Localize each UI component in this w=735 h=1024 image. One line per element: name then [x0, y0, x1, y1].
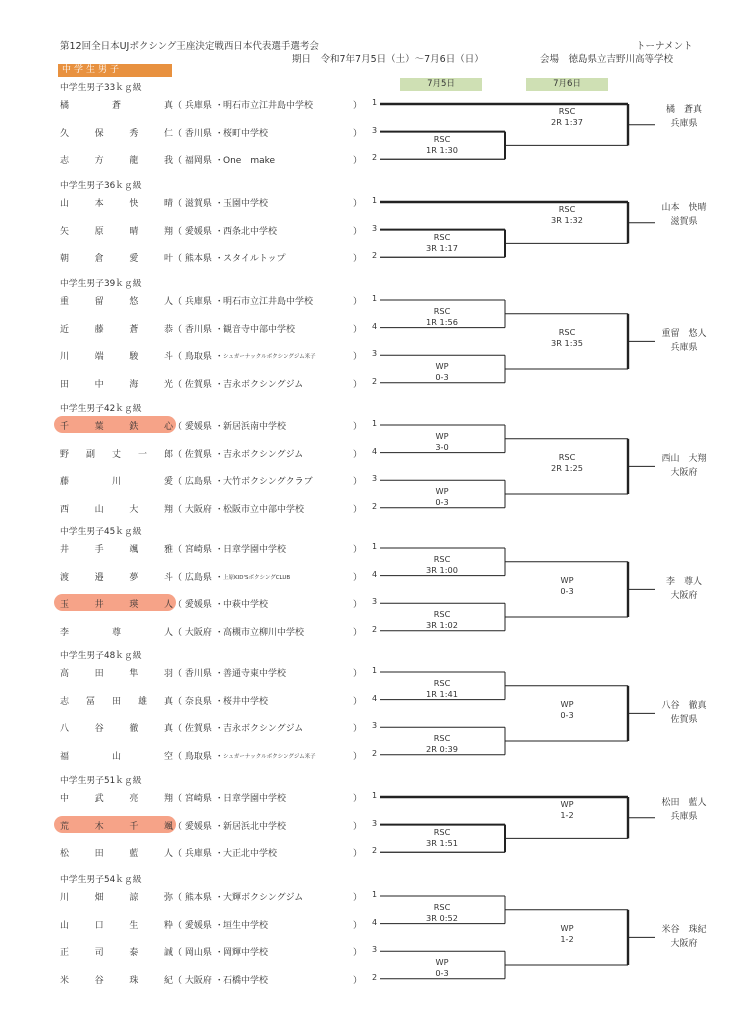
boxer-name: 田 中 海 光: [60, 379, 173, 390]
close-paren: ）: [353, 101, 363, 111]
schedule: 期日 令和7年7月5日（土）～7月6日（日）: [292, 54, 484, 65]
boxer-name: 久 保 秀 仁: [60, 128, 173, 139]
seed-number: 3: [372, 125, 378, 135]
boxer-school: 日章学園中学校: [223, 794, 287, 804]
boxer-school: 桜井中学校: [223, 696, 269, 707]
boxer-prefecture: （ 鳥取県 ・: [173, 352, 224, 363]
seed-number: 2: [372, 501, 378, 511]
boxer-prefecture: （ 愛媛県 ・: [173, 422, 224, 432]
boxer-prefecture: （ 兵庫県 ・: [173, 849, 224, 860]
boxer-prefecture: （ 鳥取県 ・: [173, 751, 224, 762]
close-paren: ）: [353, 504, 363, 515]
close-paren: ）: [353, 572, 363, 583]
round1-result: WP 0-3: [435, 361, 449, 382]
boxer-name: 李 尊 人: [60, 627, 173, 638]
weight-class-label: 中学生男子36ｋｇ級: [60, 181, 142, 191]
close-paren: ）: [353, 893, 363, 903]
boxer-prefecture: （ 佐賀県 ・: [173, 449, 224, 460]
boxer-school: 松阪市立中部中学校: [223, 504, 305, 515]
final-result: RSC 3R 1:32: [551, 204, 583, 225]
close-paren: ）: [353, 297, 363, 307]
boxer-prefecture: （ 佐賀県 ・: [173, 379, 224, 390]
boxer-name: 矢 原 晴 翔: [60, 226, 173, 237]
close-paren: ）: [353, 422, 363, 432]
winner-label: 松田 藍人 兵庫県: [661, 798, 707, 822]
weight-class-label: 中学生男子51ｋｇ級: [60, 776, 142, 786]
boxer-prefecture: （ 佐賀県 ・: [173, 724, 224, 735]
doc-type: トーナメント: [636, 41, 693, 52]
boxer-school: 新居浜南中学校: [223, 422, 287, 432]
close-paren: ）: [353, 545, 363, 555]
winner-label: 李 尊人 大阪府: [665, 577, 702, 602]
boxer-school: 桜町中学校: [223, 128, 269, 139]
seed-number: 3: [372, 597, 378, 607]
weight-class-label: 中学生男子33ｋｇ級: [60, 83, 142, 93]
final-result: WP 0-3: [560, 575, 574, 597]
close-paren: ）: [353, 669, 363, 679]
seed-number: 2: [372, 153, 378, 163]
close-paren: ）: [353, 199, 363, 209]
date-day1: 7月5日: [400, 78, 482, 91]
round1-result: WP 3-0: [435, 430, 449, 452]
close-paren: ）: [353, 920, 363, 931]
close-paren: ）: [353, 948, 363, 959]
close-paren: ）: [353, 477, 363, 488]
close-paren: ）: [353, 696, 363, 707]
boxer-prefecture: （ 兵庫県 ・: [173, 297, 224, 307]
close-paren: ）: [353, 821, 363, 832]
boxer-name: 井 手 颯 雅: [60, 545, 173, 555]
boxer-school: 吉永ボクシングジム: [223, 449, 304, 460]
close-paren: ）: [353, 379, 363, 390]
boxer-name: 八 谷 徹 真: [60, 724, 173, 735]
boxer-prefecture: （ 広島県 ・: [173, 477, 224, 488]
boxer-prefecture: （ 滋賀県 ・: [173, 199, 224, 209]
boxer-school: 明石市立江井島中学校: [223, 101, 314, 111]
seed-number: 2: [372, 846, 378, 856]
boxer-name: 志 方 龍 我: [60, 156, 173, 167]
close-paren: ）: [353, 254, 363, 265]
boxer-school: 西条北中学校: [223, 226, 278, 237]
seed-number: 3: [372, 721, 378, 731]
boxer-name: 重 留 悠 人: [60, 297, 173, 307]
seed-number: 1: [372, 791, 378, 800]
weight-class-label: 中学生男子45ｋｇ級: [60, 527, 142, 537]
boxer-school: 石橋中学校: [223, 975, 269, 986]
boxer-school: 中萩中学校: [223, 600, 269, 611]
seed-number: 1: [372, 666, 378, 675]
boxer-prefecture: （ 大阪府 ・: [173, 504, 224, 515]
final-result: RSC 2R 1:37: [551, 106, 583, 127]
boxer-name: 高 田 隼 羽: [60, 669, 173, 679]
boxer-school: 明石市立江井島中学校: [223, 297, 314, 307]
boxer-name: 福 山 空: [60, 751, 173, 762]
winner-label: 山本 快晴 滋賀県: [661, 203, 707, 227]
round1-result: RSC 3R 1:17: [426, 231, 458, 253]
final-result: WP 0-3: [560, 699, 574, 721]
round1-result: WP 0-3: [435, 486, 449, 507]
seed-number: 2: [372, 376, 378, 386]
boxer-prefecture: （ 愛媛県 ・: [173, 821, 224, 832]
close-paren: ）: [353, 449, 363, 460]
round1-result: RSC 3R 0:52: [426, 901, 458, 923]
boxer-prefecture: （ 大阪府 ・: [173, 975, 224, 986]
boxer-prefecture: （ 香川県 ・: [173, 324, 224, 335]
boxer-name: 橘 蒼 真: [60, 101, 173, 111]
boxer-school: シュガーナックルボクシングジム米子: [223, 753, 316, 760]
boxer-school: 吉永ボクシングジム: [223, 379, 304, 390]
round1-result: RSC 1R 1:41: [426, 677, 458, 699]
boxer-prefecture: （ 香川県 ・: [173, 669, 224, 679]
round1-result: RSC 3R 1:51: [426, 826, 458, 848]
seed-number: 1: [372, 196, 378, 205]
boxer-name: 志 冨 田 雄 真: [60, 696, 173, 707]
weight-class-label: 中学生男子48ｋｇ級: [60, 651, 142, 661]
boxer-prefecture: （ 宮崎県 ・: [173, 545, 224, 555]
close-paren: ）: [353, 156, 363, 167]
date-day2: 7月6日: [526, 78, 608, 91]
boxer-name: 米 谷 珠 紀: [60, 975, 173, 986]
winner-label: 橘 蒼真 兵庫県: [665, 105, 702, 129]
boxer-name: 渡 邉 夢 斗: [60, 572, 173, 583]
seed-number: 2: [372, 972, 378, 982]
seed-number: 2: [372, 251, 378, 261]
boxer-school: 日章学園中学校: [223, 545, 287, 555]
close-paren: ）: [353, 352, 363, 363]
close-paren: ）: [353, 128, 363, 139]
seed-number: 1: [372, 98, 378, 107]
boxer-name: 荒 木 千 颯: [60, 821, 173, 832]
boxer-school: 高槻市立柳川中学校: [223, 627, 305, 638]
boxer-prefecture: （ 広島県 ・: [173, 572, 224, 583]
boxer-prefecture: （ 宮崎県 ・: [173, 794, 224, 804]
close-paren: ）: [353, 600, 363, 611]
boxer-name: 中 武 亮 翔: [60, 794, 173, 804]
seed-number: 2: [372, 748, 378, 758]
boxer-name: 近 藤 蒼 恭: [60, 324, 173, 335]
boxer-prefecture: （ 愛媛県 ・: [173, 226, 224, 237]
boxer-prefecture: （ 大阪府 ・: [173, 627, 224, 638]
boxer-prefecture: （ 香川県 ・: [173, 128, 224, 139]
close-paren: ）: [353, 324, 363, 335]
boxer-school: 大正北中学校: [223, 849, 278, 860]
section-label: 中学生男子: [58, 64, 172, 77]
seed-number: 4: [372, 321, 378, 331]
boxer-name: 千 葉 鉄 心: [60, 422, 173, 432]
boxer-name: 藤 川 愛: [60, 477, 173, 488]
doc-title: 第12回全日本UJボクシング王座決定戦西日本代表選手選考会: [60, 41, 319, 52]
seed-number: 1: [372, 542, 378, 551]
boxer-name: 野 副 丈 一 郎: [60, 449, 173, 460]
boxer-school: 上原KID'SボクシングCLUB: [223, 574, 291, 581]
seed-number: 1: [372, 419, 378, 428]
winner-label: 重留 悠人 兵庫県: [661, 329, 707, 354]
boxer-prefecture: （ 熊本県 ・: [173, 893, 224, 903]
boxer-name: 山 本 快 晴: [60, 199, 173, 209]
boxer-school: 玉園中学校: [223, 199, 269, 209]
final-result: RSC 3R 1:35: [551, 327, 583, 349]
seed-number: 4: [372, 693, 378, 703]
boxer-name: 玉 井 瑛 人: [60, 600, 173, 611]
close-paren: ）: [353, 751, 363, 762]
boxer-prefecture: （ 奈良県 ・: [173, 696, 224, 707]
close-paren: ）: [353, 975, 363, 986]
boxer-school: スタイルトップ: [223, 254, 286, 265]
final-result: WP 1-2: [560, 799, 574, 820]
close-paren: ）: [353, 627, 363, 638]
seed-number: 3: [372, 223, 378, 233]
round1-result: RSC 2R 0:39: [426, 733, 458, 754]
boxer-prefecture: （ 愛媛県 ・: [173, 920, 224, 931]
boxer-name: 西 山 大 翔: [60, 504, 173, 515]
boxer-school: 新居浜北中学校: [223, 821, 287, 832]
round1-result: RSC 3R 1:02: [426, 609, 458, 630]
boxer-name: 松 田 藍 人: [60, 849, 173, 860]
round1-result: RSC 1R 1:56: [426, 305, 458, 327]
boxer-prefecture: （ 福岡県 ・: [173, 156, 224, 167]
boxer-school: 大輝ボクシングジム: [223, 893, 304, 903]
venue: 会場 徳島県立吉野川高等学校: [540, 54, 674, 65]
boxer-school: 岡輝中学校: [223, 948, 269, 959]
boxer-prefecture: （ 愛媛県 ・: [173, 600, 224, 611]
boxer-prefecture: （ 岡山県 ・: [173, 948, 224, 959]
winner-label: 西山 大翔 大阪府: [661, 454, 707, 479]
seed-number: 3: [372, 818, 378, 828]
close-paren: ）: [353, 849, 363, 860]
seed-number: 4: [372, 446, 378, 456]
boxer-school: One make: [223, 156, 276, 167]
seed-number: 4: [372, 569, 378, 579]
final-result: WP 1-2: [560, 923, 574, 945]
boxer-name: 川 端 駿 斗: [60, 352, 173, 363]
boxer-name: 山 口 生 粋: [60, 920, 173, 931]
weight-class-label: 中学生男子42ｋｇ級: [60, 404, 142, 414]
boxer-school: 大竹ボクシングクラブ: [223, 477, 313, 488]
boxer-school: 観音寺中部中学校: [223, 324, 296, 335]
boxer-school: 吉永ボクシングジム: [223, 724, 304, 735]
round1-result: RSC 3R 1:00: [426, 553, 458, 575]
weight-class-label: 中学生男子54ｋｇ級: [60, 875, 142, 885]
boxer-name: 正 司 泰 誠: [60, 948, 173, 959]
seed-number: 1: [372, 294, 378, 303]
close-paren: ）: [353, 724, 363, 735]
winner-label: 八谷 徹真 佐賀県: [661, 701, 707, 726]
seed-number: 2: [372, 624, 378, 634]
boxer-school: 善通寺東中学校: [223, 669, 287, 679]
close-paren: ）: [353, 794, 363, 804]
boxer-name: 川 畑 諒 弥: [60, 893, 173, 903]
boxer-prefecture: （ 熊本県 ・: [173, 254, 224, 265]
seed-number: 4: [372, 917, 378, 927]
seed-number: 3: [372, 349, 378, 359]
boxer-name: 朝 倉 愛 叶: [60, 254, 173, 265]
boxer-prefecture: （ 兵庫県 ・: [173, 101, 224, 111]
seed-number: 1: [372, 890, 378, 899]
round1-result: RSC 1R 1:30: [426, 133, 458, 155]
weight-class-label: 中学生男子39ｋｇ級: [60, 279, 142, 289]
seed-number: 3: [372, 945, 378, 955]
winner-label: 米谷 珠紀 大阪府: [661, 925, 707, 950]
boxer-school: シュガーナックルボクシングジム米子: [223, 354, 316, 361]
boxer-school: 垣生中学校: [223, 920, 269, 931]
seed-number: 3: [372, 474, 378, 484]
final-result: RSC 2R 1:25: [551, 452, 583, 474]
round1-result: WP 0-3: [435, 957, 449, 978]
close-paren: ）: [353, 226, 363, 237]
